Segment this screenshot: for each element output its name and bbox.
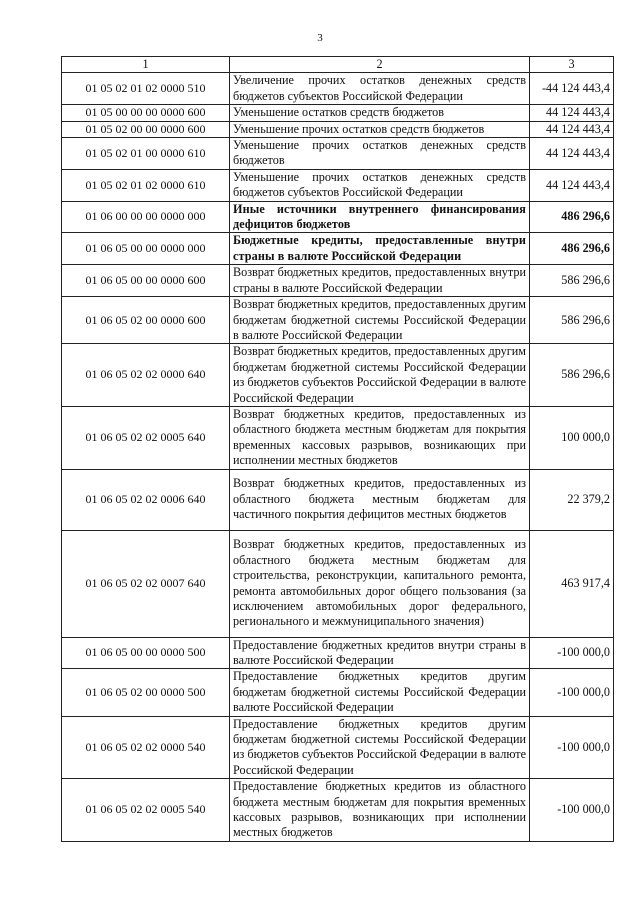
- row-sum: 44 124 443,4: [530, 169, 614, 201]
- row-sum: 486 296,6: [530, 233, 614, 265]
- table-row: [62, 716, 614, 779]
- table-row: [62, 297, 614, 344]
- budget-sources-table: [61, 56, 614, 842]
- row-code: 01 06 05 02 02 0000 540: [62, 716, 230, 779]
- table-row: [62, 469, 614, 530]
- row-sum: 586 296,6: [530, 265, 614, 297]
- column-header-code: 1: [62, 57, 230, 73]
- row-name: Возврат бюджетных кредитов, предоставленных внутри страны в валюте Российской Федерации: [230, 265, 530, 297]
- row-sum: -100 000,0: [530, 637, 614, 669]
- row-name: Возврат бюджетных кредитов, предоставленных другим бюджетам бюджетной системы Российской Федерации из бюджетов субъектов Российской Федерации в валюте Российской Федерации: [230, 344, 530, 407]
- row-name: Уменьшение прочих остатков денежных средств бюджетов субъектов Российской Федерации: [230, 169, 530, 201]
- row-name: Иные источники внутреннего финансирования дефицитов бюджетов: [230, 201, 530, 233]
- row-code: 01 05 02 01 02 0000 610: [62, 169, 230, 201]
- row-code: 01 06 05 02 02 0000 640: [62, 344, 230, 407]
- table-row: [62, 233, 614, 265]
- row-sum: 586 296,6: [530, 344, 614, 407]
- row-name: Предоставление бюджетных кредитов из областного бюджета местным бюджетам для покрытия временных кассовых разрывов, возникающих при исполнении местных бюджетов: [230, 779, 530, 842]
- row-code: 01 06 05 02 00 0000 500: [62, 669, 230, 716]
- row-name: Возврат бюджетных кредитов, предоставленных другим бюджетам бюджетной системы Российской Федерации в валюте Российской Федерации: [230, 297, 530, 344]
- row-sum: -100 000,0: [530, 669, 614, 716]
- table-row: [62, 406, 614, 469]
- row-name: Уменьшение прочих остатков средств бюджетов: [230, 121, 530, 137]
- row-sum: 44 124 443,4: [530, 105, 614, 121]
- row-sum: -100 000,0: [530, 779, 614, 842]
- table-body: [62, 73, 614, 841]
- page-number: 3: [317, 32, 323, 44]
- row-name: Предоставление бюджетных кредитов другим бюджетам бюджетной системы Российской Федерации валюте Российской Федерации: [230, 669, 530, 716]
- row-sum: 44 124 443,4: [530, 138, 614, 170]
- row-code: 01 05 02 01 02 0000 510: [62, 73, 230, 105]
- row-sum: 463 917,4: [530, 530, 614, 637]
- row-code: 01 06 05 00 00 0000 600: [62, 265, 230, 297]
- row-name: Возврат бюджетных кредитов, предоставленных из областного бюджета местным бюджетам для частичного покрытия дефицитов местных бюджетов: [230, 469, 530, 530]
- table-row: [62, 344, 614, 407]
- row-name: Возврат бюджетных кредитов, предоставленных из областного бюджета местным бюджетам для строительства, реконструкции, капитального ремонта, ремонта автомобильных дорог общего пользования (за исключением автомобильных дорог федерального, регионального и межмуниципального значения): [230, 530, 530, 637]
- table-row: [62, 530, 614, 637]
- row-code: 01 05 02 01 00 0000 610: [62, 138, 230, 170]
- table-row: [62, 121, 614, 137]
- row-name: Бюджетные кредиты, предоставленные внутри страны в валюте Российской Федерации: [230, 233, 530, 265]
- column-header-sum: 3: [530, 57, 614, 73]
- row-code: 01 06 05 02 02 0005 540: [62, 779, 230, 842]
- row-code: 01 06 05 02 02 0007 640: [62, 530, 230, 637]
- table-header: [62, 57, 614, 73]
- row-code: 01 06 05 02 02 0005 640: [62, 406, 230, 469]
- row-sum: -44 124 443,4: [530, 73, 614, 105]
- row-sum: 22 379,2: [530, 469, 614, 530]
- row-code: 01 06 05 00 00 0000 500: [62, 637, 230, 669]
- table-row: [62, 169, 614, 201]
- table-row: [62, 201, 614, 233]
- row-code: 01 05 02 00 00 0000 600: [62, 121, 230, 137]
- column-header-name: 2: [230, 57, 530, 73]
- header-row: [62, 57, 614, 73]
- row-code: 01 06 05 02 00 0000 600: [62, 297, 230, 344]
- row-sum: 586 296,6: [530, 297, 614, 344]
- row-sum: 486 296,6: [530, 201, 614, 233]
- row-sum: 100 000,0: [530, 406, 614, 469]
- row-name: Уменьшение остатков средств бюджетов: [230, 105, 530, 121]
- table-row: [62, 779, 614, 842]
- row-sum: -100 000,0: [530, 716, 614, 779]
- row-name: Увеличение прочих остатков денежных средств бюджетов субъектов Российской Федерации: [230, 73, 530, 105]
- row-code: 01 06 05 02 02 0006 640: [62, 469, 230, 530]
- row-name: Предоставление бюджетных кредитов внутри страны в валюте Российской Федерации: [230, 637, 530, 669]
- row-sum: 44 124 443,4: [530, 121, 614, 137]
- row-name: Возврат бюджетных кредитов, предоставленных из областного бюджета местным бюджетам для покрытия временных кассовых разрывов, возникающих при исполнении местных бюджетов: [230, 406, 530, 469]
- table-row: [62, 105, 614, 121]
- row-name: Уменьшение прочих остатков денежных средств бюджетов: [230, 138, 530, 170]
- row-code: 01 06 00 00 00 0000 000: [62, 201, 230, 233]
- table-row: [62, 637, 614, 669]
- table-row: [62, 669, 614, 716]
- row-code: 01 06 05 00 00 0000 000: [62, 233, 230, 265]
- row-name: Предоставление бюджетных кредитов другим бюджетам бюджетной системы Российской Федерации из бюджетов субъектов Российской Федерации в валюте Российской Федерации: [230, 716, 530, 779]
- row-code: 01 05 00 00 00 0000 600: [62, 105, 230, 121]
- table-row: [62, 73, 614, 105]
- table-row: [62, 265, 614, 297]
- table-row: [62, 138, 614, 170]
